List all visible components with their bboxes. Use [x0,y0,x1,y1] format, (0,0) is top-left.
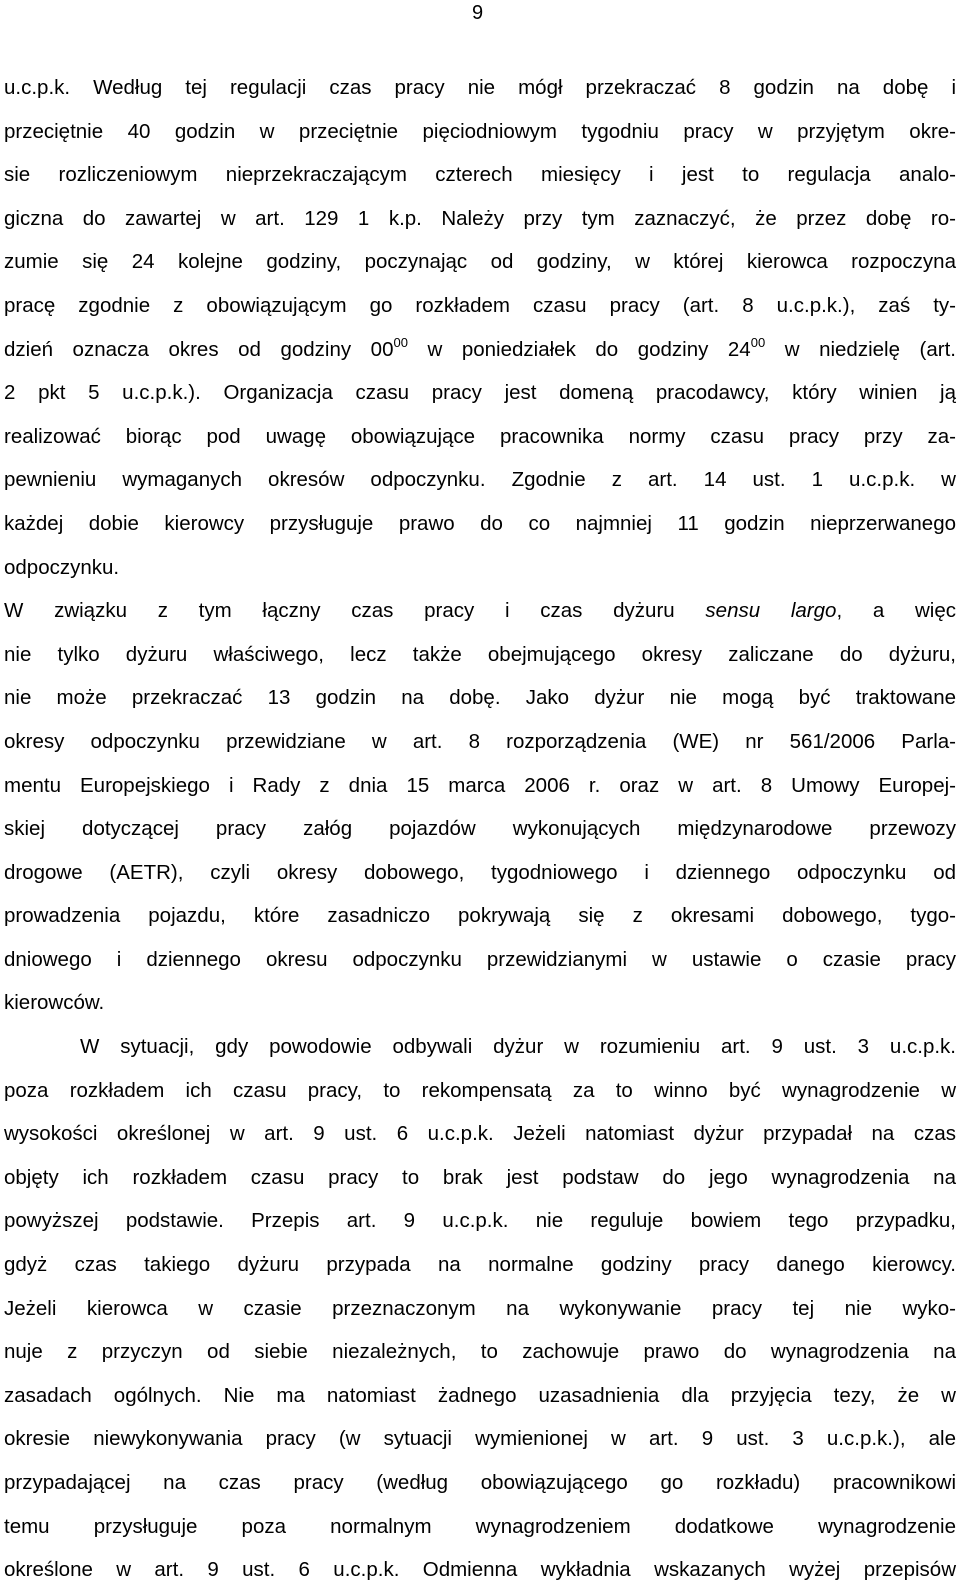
text-segment: W związku z tym łączny czas pracy i czas dyżuru [4,599,706,623]
text-segment: w niedzielę (art. [765,337,956,361]
text-segment: dzień oznacza okres od godziny 00 [4,337,394,361]
text-line: powyższej podstawie. Przepis art. 9 u.c.p.k. nie reguluje bowiem tego przypadku, [4,1209,956,1233]
text-line: określone w art. 9 ust. 6 u.c.p.k. Odmienna wykładnia wskazanych wyżej przepisów [4,1558,956,1582]
text-segment: w poniedziałek do godziny 24 [407,337,751,361]
text-line: nuje z przyczyn od siebie niezależnych, to zachowuje prawo do wynagrodzenia na [4,1340,956,1364]
text-line: każdej dobie kierowcy przysługuje prawo do co najmniej 11 godzin nieprzerwanego [4,511,956,535]
text-segment: , a więc [836,599,956,623]
page-number: 9 [472,2,484,24]
superscript: 00 [750,334,766,350]
text-line: nie tylko dyżuru właściwego, lecz także obejmującego okresy zaliczane do dyżuru, [4,642,956,666]
text-line: poza rozkładem ich czasu pracy, to rekompensatą za to winno być wynagrodzenie w [4,1078,956,1102]
text-line: pracę zgodnie z obowiązującym go rozkładem czasu pracy (art. 8 u.c.p.k.), zaś ty- [4,293,956,317]
text-line: Jeżeli kierowca w czasie przeznaczonym na wykonywanie pracy tej nie wyko- [4,1296,956,1320]
text-line: sie rozliczeniowym nieprzekraczającym czterech miesięcy i jest to regulacja analo- [4,163,956,187]
text-line: realizować biorąc pod uwagę obowiązujące pracownika normy czasu pracy przy za- [4,424,956,448]
text-line: u.c.p.k. Według tej regulacji czas pracy nie mógł przekraczać 8 godzin na dobę i [4,76,956,99]
text-line: wysokości określonej w art. 9 ust. 6 u.c.p.k. Jeżeli natomiast dyżur przypadał na czas [4,1122,956,1146]
text-line: nie może przekraczać 13 godzin na dobę. Jako dyżur nie mogą być traktowane [4,686,956,710]
text-line: prowadzenia pojazdu, które zasadniczo pokrywają się z okresami dobowego, tygo- [4,904,956,928]
text-line: skiej dotyczącej pracy załóg pojazdów wykonujących międzynarodowe przewozy [4,817,956,841]
text-line: zasadach ogólnych. Nie ma natomiast żadnego uzasadnienia dla przyjęcia tezy, że w [4,1383,956,1407]
text-line: okresy odpoczynku przewidziane w art. 8 rozporządzenia (WE) nr 561/2006 Parla- [4,729,956,753]
text-line: dniowego i dziennego okresu odpoczynku przewidzianymi w ustawie o czasie pracy [4,947,956,971]
text-line: okresie niewykonywania pracy (w sytuacji wymienionej w art. 9 ust. 3 u.c.p.k.), ale [4,1427,956,1451]
text-line: zumie się 24 kolejne godziny, poczynając od godziny, w której kierowca rozpoczyna [4,250,956,274]
text-line: gdyż czas takiego dyżuru przypada na normalne godziny pracy danego kierowcy. [4,1253,956,1277]
text-line: drogowe (AETR), czyli okresy dobowego, tygodniowego i dziennego odpoczynku od [4,860,956,884]
text-line: temu przysługuje poza normalnym wynagrodzeniem dodatkowe wynagrodzenie [4,1514,956,1538]
text-line: 2 pkt 5 u.c.p.k.). Organizacja czasu pracy jest domeną pracodawcy, który winien ją [4,381,956,405]
text-line: odpoczynku. [4,555,120,579]
superscript: 00 [393,334,408,350]
text-line: przypadającej na czas pracy (według obowiązującego go rozkładu) pracownikowi [4,1471,956,1494]
italic-term: sensu largo [705,599,837,623]
text-line-with-italic [4,589,956,633]
text-line: objęty ich rozkładem czasu pracy to brak jest podstaw do jego wynagrodzenia na [4,1165,956,1189]
text-line: kierowców. [4,991,105,1015]
text-line: giczna do zawartej w art. 129 1 k.p. Należy przy tym zaznaczyć, że przez dobę ro- [4,206,956,230]
text-line-with-superscripts [4,328,956,372]
text-line: mentu Europejskiego i Rady z dnia 15 marca 2006 r. oraz w art. 8 Umowy Europej- [4,773,956,797]
text-line: przeciętnie 40 godzin w przeciętnie pięciodniowym tygodniu pracy w przyjętym okre- [4,119,956,143]
paragraph-first-line: W sytuacji, gdy powodowie odbywali dyżur w rozumieniu art. 9 ust. 3 u.c.p.k. [80,1035,956,1059]
text-line: pewnieniu wymaganych okresów odpoczynku. Zgodnie z art. 14 ust. 1 u.c.p.k. w [4,468,956,492]
document-body [4,66,956,1592]
